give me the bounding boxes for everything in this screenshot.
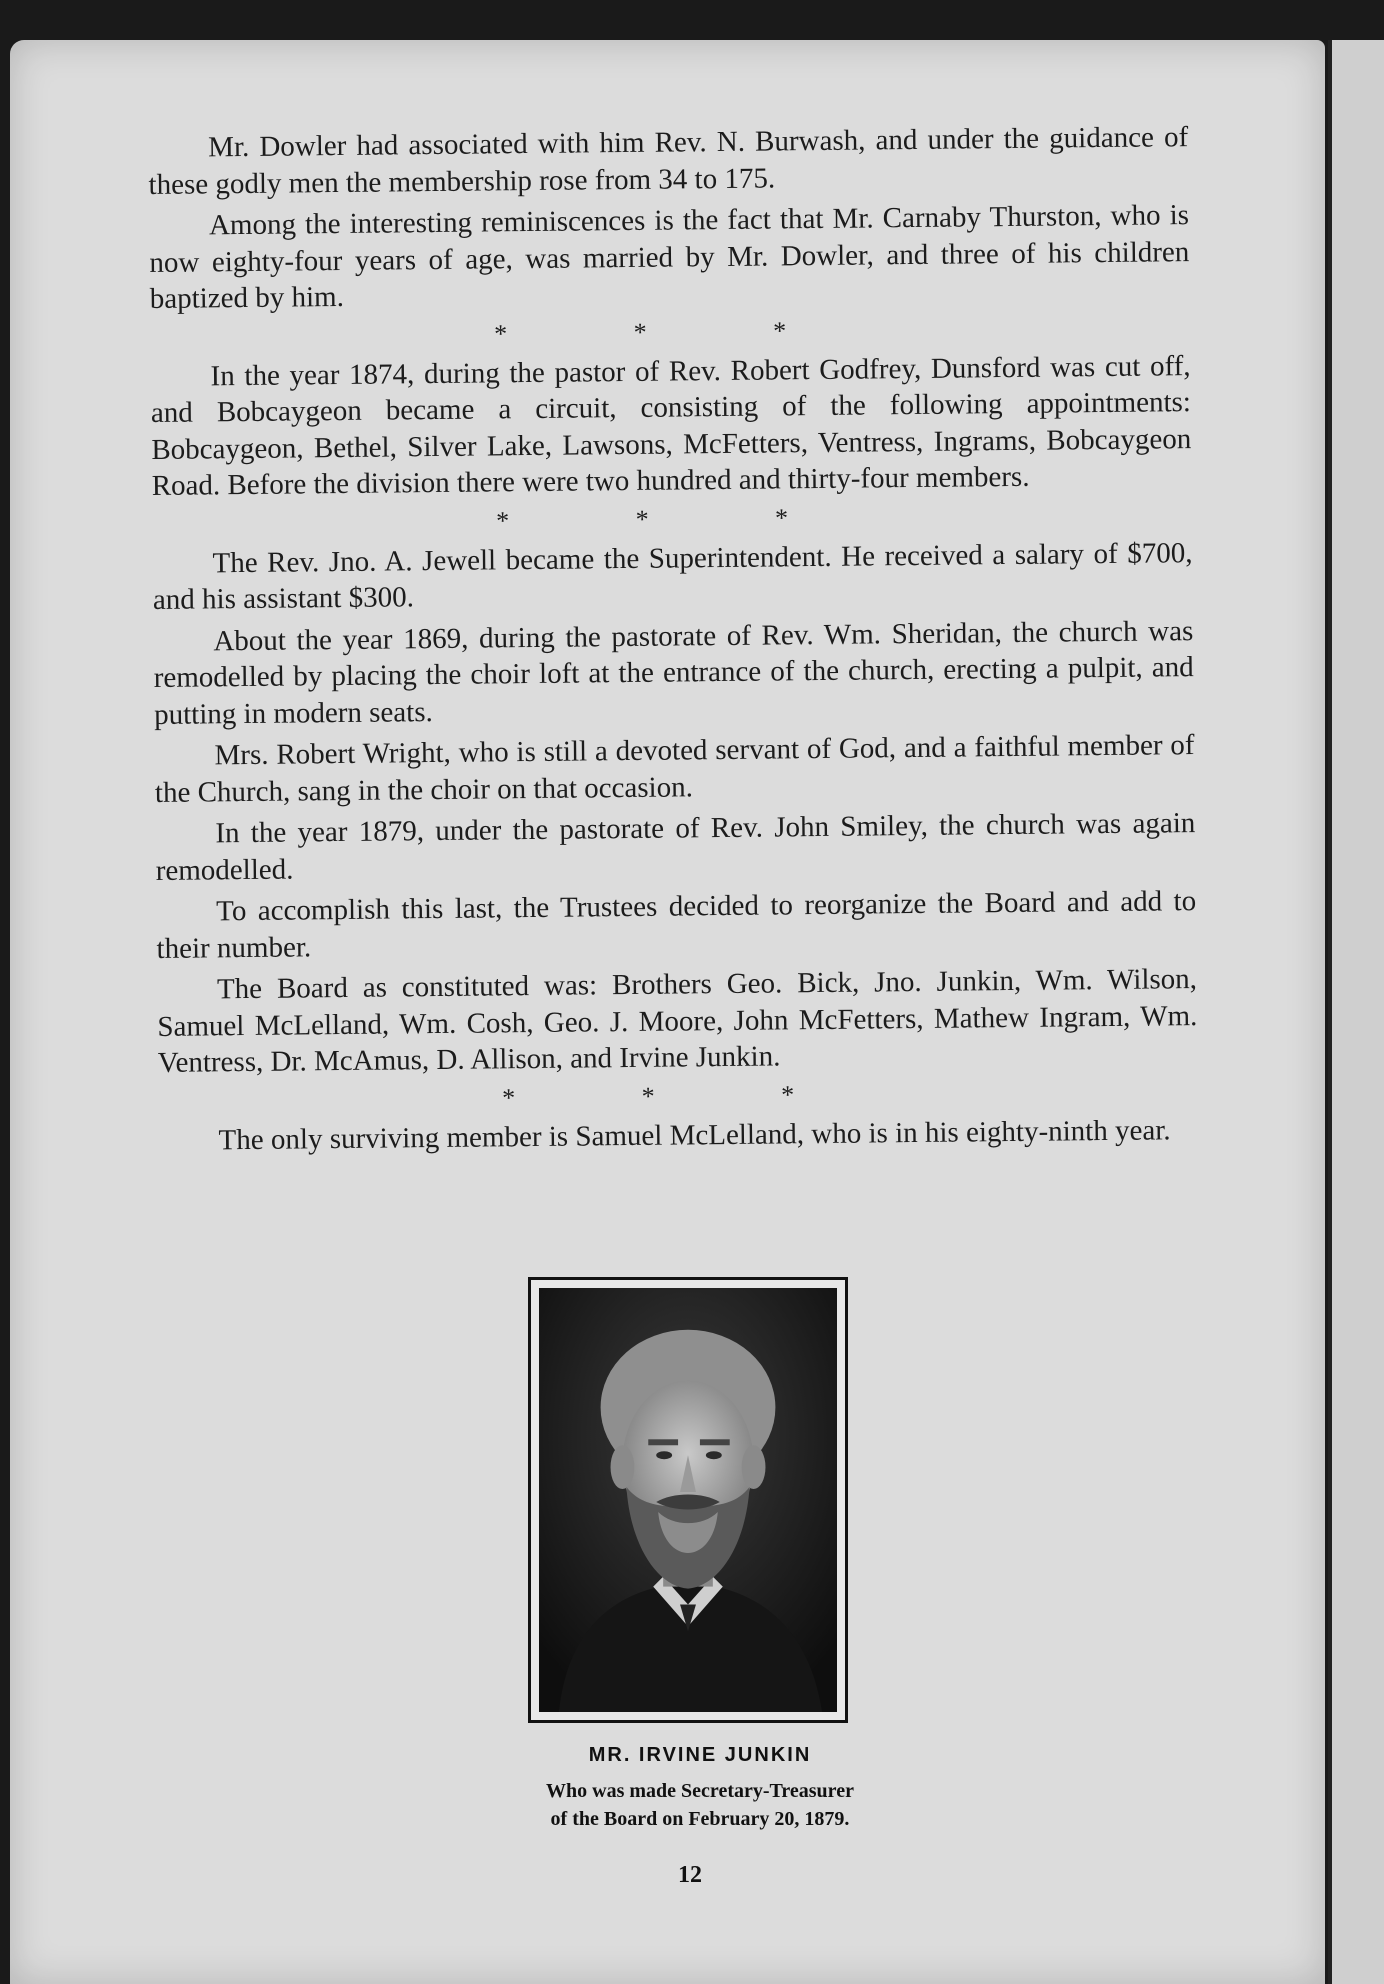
paragraph-2: Among the interesting reminiscences is the fact that Mr. Carnaby Thurston, who is now eighty-four years of age, was married by Mr. Dowler, and three of his children baptized by him.: [149, 199, 1190, 315]
portrait-caption: [440, 1744, 960, 1833]
caption-line-2: of the Board on February 20, 1879.: [550, 1808, 850, 1830]
caption-line-1: Who was made Secretary-Treasurer: [546, 1780, 854, 1802]
paragraph-9: The Board as constituted was: Brothers Geo. Bick, Jno. Junkin, Wm. Wilson, Samuel McLelland, Wm. Cosh, Geo. J. Moore, John McFetters, Mathew Ingram, Wm. Ventress, Dr. McAmus, D. Allison, and Irvine Junkin.: [157, 963, 1198, 1079]
paragraph-7: In the year 1879, under the pastorate of Rev. John Smiley, the church was again remodelled.: [155, 807, 1196, 887]
paragraph-8: To accomplish this last, the Trustees decided to reorganize the Board and add to their number.: [156, 885, 1197, 965]
section-separator-2: * * *: [495, 502, 849, 535]
next-page-edge: [1328, 40, 1384, 1984]
page-number: 12: [678, 1862, 702, 1888]
paragraph-5: About the year 1869, during the pastorate of Rev. Wm. Sheridan, the church was remodelled by placing the choir loft at the entrance of the church, erecting a pulpit, and putting in modern seats.: [153, 614, 1194, 731]
paragraph-6: Mrs. Robert Wright, who is still a devoted servant of God, and a faithful member of the Church, sang in the choir on that occasion.: [154, 729, 1195, 809]
caption-name: MR. IRVINE JUNKIN: [588, 1744, 812, 1766]
paragraph-4: The Rev. Jno. A. Jewell became the Superintendent. He received a salary of $700, and his assistant $300.: [152, 536, 1193, 616]
section-separator-1: * * *: [493, 315, 847, 348]
portrait-image: [539, 1288, 837, 1712]
paragraph-3: In the year 1874, during the pastor of Rev. Robert Godfrey, Dunsford was cut off, and Bobcaygeon became a circuit, consisting of the following appointments: Bobcaygeon, Bethel, Silver Lake, Lawsons, McFetters, Ventress, Ingrams, Bobcaygeon Road. Before the division there were two hundred and thirty-four members.: [150, 349, 1192, 502]
portrait-photo: [528, 1277, 848, 1723]
section-separator-3: * * *: [501, 1079, 855, 1112]
paragraph-10: The only surviving member is Samuel McLelland, who is in his eighty-ninth year.: [218, 1113, 1171, 1156]
body-text: [148, 119, 1199, 1164]
paragraph-1: Mr. Dowler had associated with him Rev. N. Burwash, and under the guidance of these godly men the membership rose from 34 to 175.: [148, 121, 1189, 201]
